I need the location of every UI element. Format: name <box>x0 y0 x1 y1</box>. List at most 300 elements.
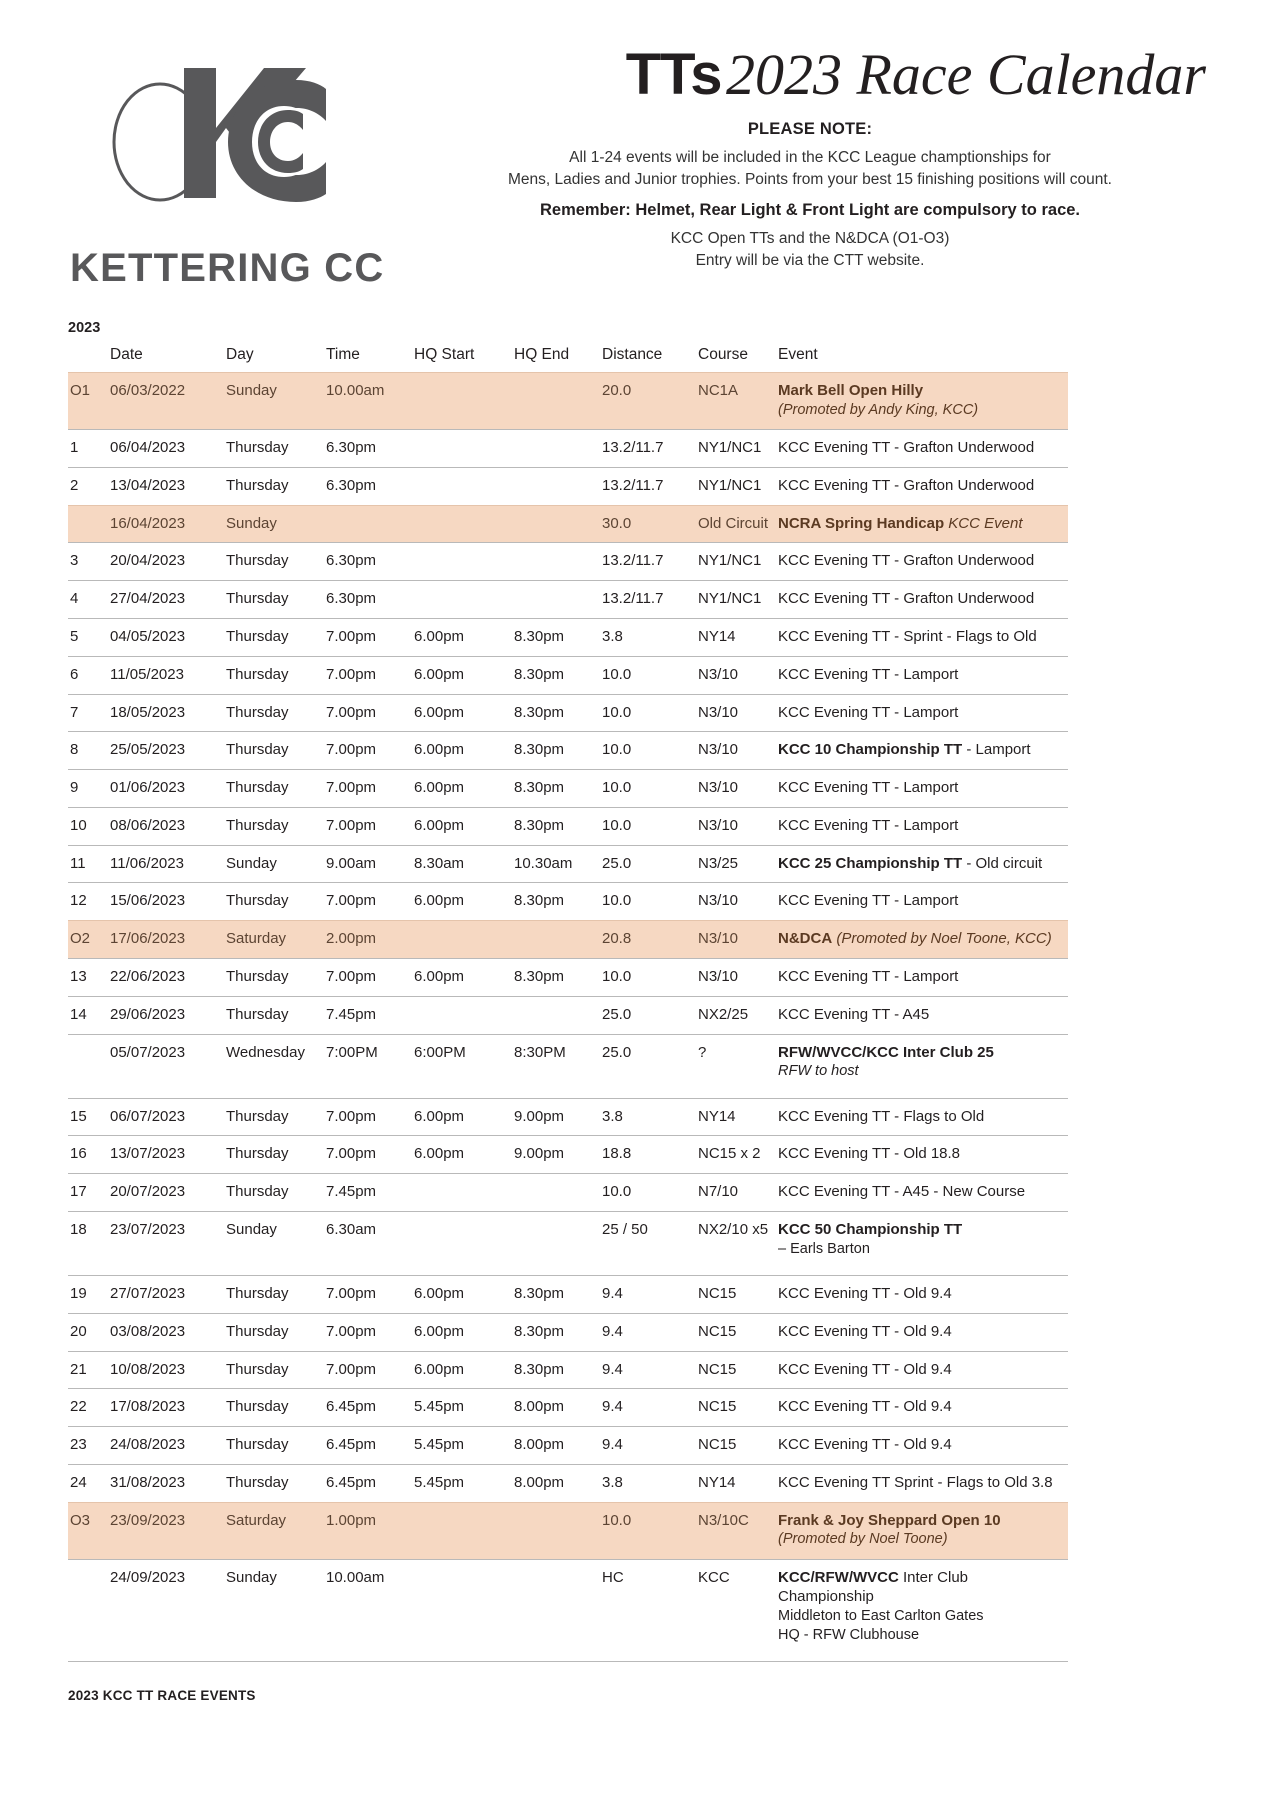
cell-time: 7.00pm <box>324 883 412 921</box>
cell-day: Thursday <box>224 1174 324 1212</box>
cell-time: 6.45pm <box>324 1464 412 1502</box>
table-row <box>68 373 1068 430</box>
cell-distance: 25 / 50 <box>600 1211 696 1275</box>
cell-date: 06/03/2022 <box>108 373 224 430</box>
cell-hq-start: 6.00pm <box>412 618 512 656</box>
cell-hq-end <box>512 1211 600 1275</box>
cell-course: NC1A <box>696 373 776 430</box>
cell-hq-start: 6.00pm <box>412 694 512 732</box>
cell-course: N3/10 <box>696 959 776 997</box>
cell-day: Sunday <box>224 1559 324 1661</box>
cell-hq-end: 9.00pm <box>512 1136 600 1174</box>
event-detail: KCC Evening TT - Sprint - Flags to Old <box>778 627 1037 645</box>
cell-hq-end: 8.30pm <box>512 1313 600 1351</box>
cell-course: NY14 <box>696 1098 776 1136</box>
cell-hq-start <box>412 1174 512 1212</box>
table-row <box>68 1427 1068 1465</box>
cell-distance: 10.0 <box>600 770 696 808</box>
note-line-3: KCC Open TTs and the N&DCA (O1-O3) <box>670 229 950 247</box>
cell-day: Thursday <box>224 581 324 619</box>
cell-hq-start <box>412 996 512 1034</box>
cell-event-number: 19 <box>68 1275 108 1313</box>
cell-event <box>776 732 1068 770</box>
cell-hq-start <box>412 373 512 430</box>
cell-distance: 9.4 <box>600 1389 696 1427</box>
event-subnote-italic: RFW to host <box>778 1063 859 1080</box>
note-line-1: All 1-24 events will be included in the KCC League champtionships for <box>569 149 1051 166</box>
cell-time: 1.00pm <box>324 1502 412 1559</box>
cell-course: NY1/NC1 <box>696 543 776 581</box>
table-row <box>68 429 1068 467</box>
event-detail: KCC Evening TT - Old 9.4 <box>778 1360 952 1378</box>
cell-date: 03/08/2023 <box>108 1313 224 1351</box>
cell-time: 6.30pm <box>324 429 412 467</box>
cell-distance: 10.0 <box>600 807 696 845</box>
cell-day: Sunday <box>224 373 324 430</box>
cell-hq-start <box>412 1211 512 1275</box>
cell-date: 20/07/2023 <box>108 1174 224 1212</box>
table-row <box>68 618 1068 656</box>
event-detail: KCC Evening TT - Old 9.4 <box>778 1398 952 1416</box>
table-row <box>68 1034 1068 1098</box>
cell-hq-start: 6.00pm <box>412 1098 512 1136</box>
event-detail: KCC Evening TT - Grafton Underwood <box>778 438 1035 456</box>
cell-hq-start: 6:00PM <box>412 1034 512 1098</box>
cell-time <box>324 505 412 543</box>
cell-date: 15/06/2023 <box>108 883 224 921</box>
cell-date: 31/08/2023 <box>108 1464 224 1502</box>
cell-hq-end: 8.00pm <box>512 1389 600 1427</box>
cell-distance: 9.4 <box>600 1313 696 1351</box>
cell-date: 25/05/2023 <box>108 732 224 770</box>
cell-event <box>776 505 1068 543</box>
cell-hq-start <box>412 505 512 543</box>
cell-hq-start: 6.00pm <box>412 770 512 808</box>
cell-event-number: 1 <box>68 429 108 467</box>
cell-time: 2.00pm <box>324 921 412 959</box>
table-row <box>68 1136 1068 1174</box>
cell-distance: 18.8 <box>600 1136 696 1174</box>
cell-event <box>776 581 1068 619</box>
cell-distance: 25.0 <box>600 845 696 883</box>
event-detail: KCC Evening TT - Lamport <box>778 779 959 797</box>
col-header-distance: Distance <box>602 346 663 363</box>
cell-event <box>776 1174 1068 1212</box>
cell-event-number: 8 <box>68 732 108 770</box>
table-row <box>68 505 1068 543</box>
cell-hq-start <box>412 543 512 581</box>
cell-course: NX2/10 x5 <box>696 1211 776 1275</box>
cell-time: 7.00pm <box>324 1136 412 1174</box>
cell-day: Thursday <box>224 694 324 732</box>
cell-date: 17/06/2023 <box>108 921 224 959</box>
cell-event <box>776 373 1068 430</box>
cell-event <box>776 656 1068 694</box>
cell-date: 13/04/2023 <box>108 467 224 505</box>
col-header-event: Event <box>778 346 818 363</box>
cell-hq-end: 8.30pm <box>512 883 600 921</box>
cell-event <box>776 1034 1068 1098</box>
cell-date: 24/09/2023 <box>108 1559 224 1661</box>
cell-date: 22/06/2023 <box>108 959 224 997</box>
cell-event-number: 13 <box>68 959 108 997</box>
note-line-2: Mens, Ladies and Junior trophies. Points from your best 15 finishing positions will count. <box>508 171 1112 189</box>
col-header-date: Date <box>110 346 143 363</box>
event-title: KCC/RFW/WVCC <box>778 1568 899 1586</box>
cell-distance: 13.2/11.7 <box>600 543 696 581</box>
cell-event <box>776 959 1068 997</box>
event-detail: KCC Evening TT - Grafton Underwood <box>778 590 1035 608</box>
event-title: NCRA Spring Handicap <box>778 514 945 532</box>
cell-day: Thursday <box>224 1313 324 1351</box>
cell-distance: 30.0 <box>600 505 696 543</box>
cell-event-number: 10 <box>68 807 108 845</box>
cell-date: 01/06/2023 <box>108 770 224 808</box>
table-row <box>68 1174 1068 1212</box>
cell-distance: 10.0 <box>600 732 696 770</box>
cell-hq-end: 8.30pm <box>512 732 600 770</box>
cell-course: NY1/NC1 <box>696 581 776 619</box>
table-row <box>68 1559 1068 1661</box>
cell-date: 06/04/2023 <box>108 429 224 467</box>
cell-course: N3/10 <box>696 883 776 921</box>
cell-time: 6.45pm <box>324 1427 412 1465</box>
event-detail: KCC Evening TT - Grafton Underwood <box>778 476 1035 494</box>
race-calendar-table <box>68 340 1068 1661</box>
cell-course: N3/10 <box>696 656 776 694</box>
cell-event-number: 24 <box>68 1464 108 1502</box>
col-header-time: Time <box>326 346 360 363</box>
table-row <box>68 1098 1068 1136</box>
cell-day: Thursday <box>224 1351 324 1389</box>
cell-date: 27/07/2023 <box>108 1275 224 1313</box>
cell-event <box>776 1211 1068 1275</box>
cell-event <box>776 996 1068 1034</box>
cell-distance: 25.0 <box>600 996 696 1034</box>
cell-time: 6.30pm <box>324 581 412 619</box>
event-title: RFW/WVCC/KCC Inter Club 25 <box>778 1043 994 1061</box>
cell-day: Thursday <box>224 1389 324 1427</box>
cell-time: 7.00pm <box>324 656 412 694</box>
cell-course: N3/10 <box>696 921 776 959</box>
event-subnote-italic: (Promoted by Andy King, KCC) <box>778 401 979 418</box>
cell-hq-end: 8.30pm <box>512 807 600 845</box>
cell-hq-start: 6.00pm <box>412 1275 512 1313</box>
cell-hq-start: 6.00pm <box>412 1136 512 1174</box>
cell-date: 18/05/2023 <box>108 694 224 732</box>
table-body <box>68 373 1068 1662</box>
cell-day: Thursday <box>224 1136 324 1174</box>
event-detail: KCC Evening TT - Lamport <box>778 892 959 910</box>
cell-hq-end <box>512 429 600 467</box>
cell-date: 05/07/2023 <box>108 1034 224 1098</box>
cell-course: NY14 <box>696 618 776 656</box>
cell-event-number: 14 <box>68 996 108 1034</box>
cell-hq-end <box>512 1502 600 1559</box>
table-row <box>68 543 1068 581</box>
cell-event-number: 5 <box>68 618 108 656</box>
cell-time: 7.45pm <box>324 1174 412 1212</box>
title-tts: TTs <box>625 42 722 107</box>
cell-distance: 10.0 <box>600 656 696 694</box>
table-row <box>68 732 1068 770</box>
cell-date: 17/08/2023 <box>108 1389 224 1427</box>
table-row <box>68 807 1068 845</box>
event-promoter-note: KCC Event <box>944 514 1023 532</box>
footer-divider <box>68 1661 1068 1662</box>
cell-hq-start: 8.30am <box>412 845 512 883</box>
cell-event <box>776 467 1068 505</box>
table-year-label: 2023 <box>68 320 101 336</box>
cell-date: 08/06/2023 <box>108 807 224 845</box>
cell-hq-end: 8.30pm <box>512 618 600 656</box>
cell-date: 04/05/2023 <box>108 618 224 656</box>
cell-course: NC15 <box>696 1275 776 1313</box>
cell-hq-end: 8.30pm <box>512 1351 600 1389</box>
cell-day: Thursday <box>224 959 324 997</box>
event-subnote-italic: (Promoted by Noel Toone) <box>778 1531 948 1548</box>
table-row <box>68 1389 1068 1427</box>
table-row <box>68 1313 1068 1351</box>
event-detail: KCC Evening TT - Lamport <box>778 968 959 986</box>
note-equipment-requirement: Remember: Helmet, Rear Light & Front Light are compulsory to race. <box>539 200 1081 219</box>
cell-hq-start: 5.45pm <box>412 1427 512 1465</box>
table-row <box>68 1211 1068 1275</box>
event-detail: KCC Evening TT - Old 9.4 <box>778 1284 952 1302</box>
cell-date: 24/08/2023 <box>108 1427 224 1465</box>
cell-event <box>776 770 1068 808</box>
cell-course: NC15 <box>696 1427 776 1465</box>
event-detail: KCC Evening TT Sprint - Flags to Old 3.8 <box>778 1473 1053 1491</box>
cell-date: 10/08/2023 <box>108 1351 224 1389</box>
cell-course: N7/10 <box>696 1174 776 1212</box>
club-wordmark: KETTERING CC <box>70 246 385 290</box>
event-detail: KCC Evening TT - Old 18.8 <box>778 1145 961 1163</box>
cell-hq-start: 6.00pm <box>412 959 512 997</box>
cell-day: Thursday <box>224 1464 324 1502</box>
event-detail: KCC Evening TT - A45 <box>778 1005 930 1023</box>
cell-event <box>776 1502 1068 1559</box>
col-header-hq-start: HQ Start <box>414 346 475 363</box>
cell-day: Thursday <box>224 656 324 694</box>
event-title: Frank & Joy Sheppard Open 10 <box>778 1511 1001 1529</box>
cell-event-number <box>68 1559 108 1661</box>
cell-hq-start: 5.45pm <box>412 1464 512 1502</box>
cell-event <box>776 845 1068 883</box>
cell-hq-start: 6.00pm <box>412 1351 512 1389</box>
cell-day: Thursday <box>224 883 324 921</box>
cell-course: ? <box>696 1034 776 1098</box>
cell-distance: 25.0 <box>600 1034 696 1098</box>
event-detail: KCC Evening TT - Lamport <box>778 703 959 721</box>
table-row <box>68 694 1068 732</box>
cell-hq-start <box>412 921 512 959</box>
cell-event-number: 16 <box>68 1136 108 1174</box>
cell-hq-end: 8.00pm <box>512 1427 600 1465</box>
event-detail: Inter Club Championship <box>778 1568 969 1606</box>
cell-course: NX2/25 <box>696 996 776 1034</box>
table-row <box>68 1464 1068 1502</box>
cell-hq-start: 5.45pm <box>412 1389 512 1427</box>
table-row <box>68 845 1068 883</box>
cell-distance: 3.8 <box>600 618 696 656</box>
cell-event-number: 6 <box>68 656 108 694</box>
cell-hq-start: 6.00pm <box>412 1313 512 1351</box>
cell-time: 7.00pm <box>324 807 412 845</box>
cell-event-number: 20 <box>68 1313 108 1351</box>
table-row <box>68 770 1068 808</box>
cell-distance: HC <box>600 1559 696 1661</box>
event-title: Mark Bell Open Hilly <box>778 382 924 399</box>
cell-event-number: 23 <box>68 1427 108 1465</box>
cell-event <box>776 1136 1068 1174</box>
event-detail: KCC Evening TT - Old 9.4 <box>778 1322 952 1340</box>
cell-hq-end: 10.30am <box>512 845 600 883</box>
cell-event <box>776 543 1068 581</box>
cell-day: Sunday <box>224 505 324 543</box>
cell-day: Sunday <box>224 845 324 883</box>
cell-hq-end <box>512 467 600 505</box>
event-title: KCC 10 Championship TT <box>778 741 963 759</box>
cell-day: Thursday <box>224 1098 324 1136</box>
cell-event-number: 3 <box>68 543 108 581</box>
table-row <box>68 1351 1068 1389</box>
cell-course: NY1/NC1 <box>696 429 776 467</box>
cell-time: 7.00pm <box>324 732 412 770</box>
cell-distance: 20.0 <box>600 373 696 430</box>
cell-event <box>776 1559 1068 1661</box>
cell-course: NY14 <box>696 1464 776 1502</box>
cell-course: N3/25 <box>696 845 776 883</box>
cell-distance: 3.8 <box>600 1098 696 1136</box>
event-detail: KCC Evening TT - Lamport <box>778 665 959 683</box>
event-detail: KCC Evening TT - Old 9.4 <box>778 1436 952 1454</box>
cell-time: 7.00pm <box>324 1313 412 1351</box>
cell-course: NC15 <box>696 1389 776 1427</box>
cell-time: 7.00pm <box>324 1098 412 1136</box>
cell-hq-end: 8.30pm <box>512 694 600 732</box>
cell-course: KCC <box>696 1559 776 1661</box>
cell-distance: 10.0 <box>600 883 696 921</box>
table-header-row <box>68 340 1068 373</box>
col-header-num <box>68 340 108 373</box>
cell-event-number <box>68 1034 108 1098</box>
cell-event-number: 2 <box>68 467 108 505</box>
cell-hq-start <box>412 1502 512 1559</box>
event-title: KCC 50 Championship TT <box>778 1220 963 1238</box>
club-logo-block <box>60 36 410 291</box>
cell-course: N3/10 <box>696 732 776 770</box>
cell-event <box>776 1427 1068 1465</box>
cell-distance: 9.4 <box>600 1427 696 1465</box>
cell-event <box>776 921 1068 959</box>
cell-event <box>776 883 1068 921</box>
table-row <box>68 581 1068 619</box>
event-detail: - Lamport <box>962 741 1031 759</box>
cell-time: 7.00pm <box>324 959 412 997</box>
cell-course: N3/10 <box>696 807 776 845</box>
cell-day: Thursday <box>224 770 324 808</box>
cell-hq-end: 8.30pm <box>512 656 600 694</box>
cell-event-number: O1 <box>68 373 108 430</box>
cell-day: Saturday <box>224 1502 324 1559</box>
cell-day: Thursday <box>224 429 324 467</box>
col-header-day: Day <box>226 346 254 363</box>
cell-day: Thursday <box>224 618 324 656</box>
cell-time: 6.45pm <box>324 1389 412 1427</box>
cell-event-number: 18 <box>68 1211 108 1275</box>
cell-day: Thursday <box>224 1427 324 1465</box>
cell-date: 11/05/2023 <box>108 656 224 694</box>
cell-event <box>776 1313 1068 1351</box>
cell-course: NC15 x 2 <box>696 1136 776 1174</box>
cell-distance: 10.0 <box>600 694 696 732</box>
please-note-label: PLEASE NOTE: <box>747 120 873 138</box>
cell-event <box>776 694 1068 732</box>
cell-event <box>776 1464 1068 1502</box>
cell-event-number: 21 <box>68 1351 108 1389</box>
cell-day: Thursday <box>224 1275 324 1313</box>
event-promoter-note: (Promoted by Noel Toone, KCC) <box>832 930 1052 948</box>
cell-time: 10.00am <box>324 373 412 430</box>
cell-event-number: 7 <box>68 694 108 732</box>
cell-hq-start <box>412 467 512 505</box>
cell-time: 6.30pm <box>324 467 412 505</box>
cell-hq-end: 8:30PM <box>512 1034 600 1098</box>
page-footer: 2023 KCC TT RACE EVENTS <box>68 1688 256 1704</box>
cell-event-number: 22 <box>68 1389 108 1427</box>
cell-event-number: 17 <box>68 1174 108 1212</box>
cell-course: NC15 <box>696 1351 776 1389</box>
cell-event-number: 15 <box>68 1098 108 1136</box>
cell-hq-start <box>412 1559 512 1661</box>
cell-day: Thursday <box>224 807 324 845</box>
title-year-race-calendar: 2023 Race Calendar <box>725 42 1206 107</box>
cell-event <box>776 1098 1068 1136</box>
cell-distance: 13.2/11.7 <box>600 467 696 505</box>
event-detail: KCC Evening TT - A45 - New Course <box>778 1183 1026 1201</box>
cell-hq-end: 8.30pm <box>512 1275 600 1313</box>
cell-day: Wednesday <box>224 1034 324 1098</box>
cell-date: 27/04/2023 <box>108 581 224 619</box>
cell-event <box>776 618 1068 656</box>
cell-event-number <box>68 505 108 543</box>
cell-event <box>776 807 1068 845</box>
cell-day: Thursday <box>224 732 324 770</box>
cell-hq-end: 8.30pm <box>512 959 600 997</box>
cell-day: Sunday <box>224 1211 324 1275</box>
col-header-course: Course <box>698 346 748 363</box>
cell-hq-end <box>512 581 600 619</box>
table-row <box>68 996 1068 1034</box>
cell-course: Old Circuit <box>696 505 776 543</box>
cell-time: 7.00pm <box>324 770 412 808</box>
cell-distance: 3.8 <box>600 1464 696 1502</box>
cell-date: 20/04/2023 <box>108 543 224 581</box>
cell-hq-start: 6.00pm <box>412 807 512 845</box>
cell-day: Thursday <box>224 996 324 1034</box>
cell-course: NC15 <box>696 1313 776 1351</box>
cell-course: N3/10 <box>696 770 776 808</box>
cell-date: 16/04/2023 <box>108 505 224 543</box>
event-detail: KCC Evening TT - Flags to Old <box>778 1107 985 1125</box>
table-row <box>68 959 1068 997</box>
cell-event <box>776 1389 1068 1427</box>
cell-hq-start <box>412 581 512 619</box>
cell-hq-start <box>412 429 512 467</box>
cell-time: 7.45pm <box>324 996 412 1034</box>
header-text-block <box>410 36 1220 273</box>
